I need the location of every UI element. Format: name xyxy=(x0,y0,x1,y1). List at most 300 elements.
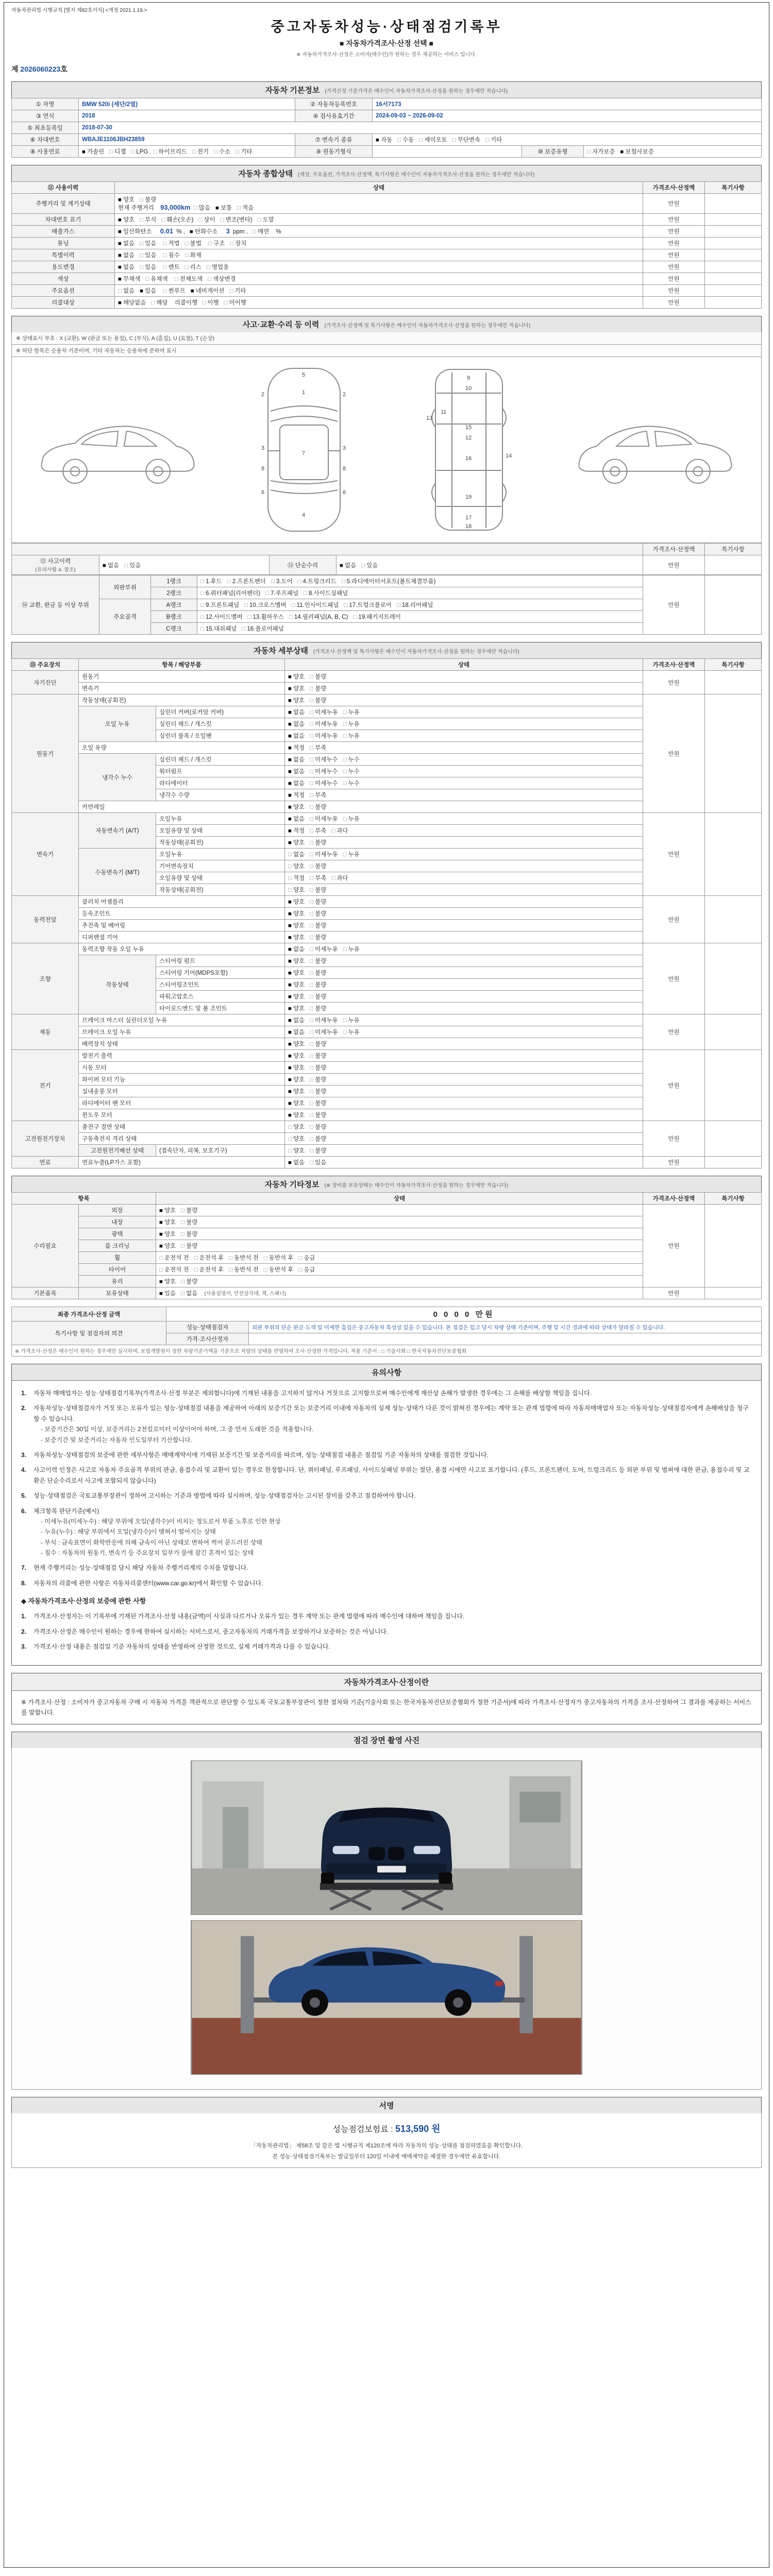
checkbox-option[interactable] xyxy=(244,601,286,609)
checkbox-option[interactable] xyxy=(310,672,326,681)
checkbox-option[interactable] xyxy=(159,1265,189,1274)
checkbox-option[interactable] xyxy=(343,850,360,858)
checkbox-option[interactable] xyxy=(310,874,326,882)
checkbox-option[interactable] xyxy=(310,755,338,764)
checked-box-icon: ■ xyxy=(118,264,122,270)
checkbox-option[interactable] xyxy=(288,921,305,929)
checkbox-option[interactable] xyxy=(343,779,360,787)
checkbox-option[interactable] xyxy=(109,147,126,156)
checkbox-option[interactable] xyxy=(288,838,305,846)
checkbox-option[interactable] xyxy=(265,589,298,597)
detail-item-state xyxy=(285,1050,643,1062)
notice-item-text: 성능·상태점검은 국토교통부장관이 정하여 고시하는 기준과 방법에 따라 실시하며, 성능·상태점검자는 고시된 장비를 갖추고 점검하여야 합니다. xyxy=(33,1492,416,1500)
checkbox-option[interactable] xyxy=(288,1028,305,1036)
checkbox-option[interactable] xyxy=(343,767,360,775)
checkbox-option[interactable] xyxy=(192,147,209,156)
checked-box-icon: ■ xyxy=(159,1219,163,1226)
checked-box-icon: ■ xyxy=(190,229,193,235)
unchecked-box-icon: □ xyxy=(343,816,347,822)
unchecked-box-icon: □ xyxy=(229,288,233,294)
checkbox-option[interactable] xyxy=(288,803,305,811)
checkbox-option-label: 해당없음 xyxy=(123,300,146,306)
unchecked-box-icon: □ xyxy=(331,875,335,882)
checkbox-option[interactable] xyxy=(310,803,326,811)
checkbox-option[interactable] xyxy=(159,1242,176,1250)
checkbox-option[interactable] xyxy=(310,743,326,752)
checkbox-option[interactable] xyxy=(288,886,305,894)
checkbox-option-label: 양호 xyxy=(293,982,305,988)
checkbox-option-label: 16.플로어패널 xyxy=(247,626,284,632)
checkbox-option[interactable] xyxy=(163,251,180,259)
overall-header-state: 상태 xyxy=(115,182,643,194)
detail-item-state xyxy=(285,1014,643,1026)
checkbox-option[interactable] xyxy=(331,826,348,835)
checkbox-option[interactable] xyxy=(288,1111,305,1119)
checkbox-option[interactable] xyxy=(288,1123,305,1131)
unchecked-box-icon: □ xyxy=(310,840,314,846)
unchecked-box-icon: □ xyxy=(198,217,203,223)
checkbox-option[interactable] xyxy=(159,1230,176,1238)
section-signature xyxy=(11,2097,762,2168)
checkbox-option-label: 없음 xyxy=(344,562,357,569)
checkbox-option[interactable] xyxy=(310,1087,326,1095)
unchecked-box-icon: □ xyxy=(310,828,314,834)
checkbox-option[interactable] xyxy=(288,1075,305,1083)
checkbox-option[interactable] xyxy=(587,147,615,156)
checkbox-option[interactable] xyxy=(118,215,135,224)
checkbox-option[interactable] xyxy=(185,251,201,259)
checkbox-option[interactable] xyxy=(289,613,348,621)
checkbox-option[interactable] xyxy=(340,561,356,569)
checkbox-option[interactable] xyxy=(310,1016,338,1024)
checkbox-option[interactable] xyxy=(288,1158,305,1166)
checkbox-option-label: 유채색 xyxy=(150,276,168,282)
unchecked-box-icon: □ xyxy=(310,946,314,953)
checkbox-option[interactable] xyxy=(215,204,232,212)
checkbox-option[interactable] xyxy=(118,195,135,204)
unchecked-box-icon: □ xyxy=(343,946,347,953)
detail-subitem-label: 타이로드엔드 및 볼 조인트 xyxy=(156,1003,285,1014)
checkbox-option[interactable] xyxy=(343,755,360,764)
notice-sub-item xyxy=(21,1611,752,1621)
checkbox-option[interactable] xyxy=(118,263,135,271)
checkbox-option[interactable] xyxy=(288,1099,305,1107)
unchecked-box-icon: □ xyxy=(289,614,293,620)
section-basic-info xyxy=(11,81,762,158)
checkbox-option[interactable] xyxy=(258,215,274,224)
checkbox-option[interactable] xyxy=(118,239,135,247)
checkbox-option[interactable] xyxy=(253,227,269,235)
checkbox-option[interactable] xyxy=(159,1218,176,1226)
checkbox-option[interactable] xyxy=(310,850,338,858)
checkbox-option[interactable] xyxy=(200,601,239,609)
checkbox-option[interactable] xyxy=(229,1265,259,1274)
checkbox-option[interactable] xyxy=(181,1230,197,1238)
checkbox-option[interactable] xyxy=(310,826,326,835)
checkbox-option[interactable] xyxy=(288,1016,305,1024)
checkbox-option[interactable] xyxy=(310,720,338,728)
checkbox-option[interactable] xyxy=(82,147,104,156)
checkbox-option[interactable] xyxy=(343,708,360,716)
checkbox-option[interactable] xyxy=(198,215,215,224)
checkbox-option[interactable] xyxy=(288,1087,305,1095)
document-number-value: 2026060223 xyxy=(20,65,61,73)
checkbox-option[interactable] xyxy=(118,275,140,283)
checked-box-icon: ■ xyxy=(82,149,86,155)
overall-row-label: 특별이력 xyxy=(12,249,115,261)
checkbox-option[interactable] xyxy=(181,1206,197,1214)
notice-item xyxy=(21,1490,752,1501)
checkbox-option[interactable] xyxy=(288,933,305,941)
checkbox-option[interactable] xyxy=(310,1075,326,1083)
unchecked-box-icon: □ xyxy=(485,137,490,143)
checkbox-option[interactable] xyxy=(288,755,305,764)
checkbox-option[interactable] xyxy=(310,1123,326,1131)
unchecked-box-icon: □ xyxy=(343,781,347,787)
checkbox-option[interactable] xyxy=(271,577,293,585)
checkbox-option[interactable] xyxy=(194,1265,224,1274)
unchecked-box-icon: □ xyxy=(304,590,308,597)
checkbox-option[interactable] xyxy=(163,286,186,295)
checkbox-option[interactable] xyxy=(288,957,305,965)
unchecked-box-icon: □ xyxy=(200,614,204,620)
section-accident-history xyxy=(11,316,762,635)
checkbox-option[interactable] xyxy=(288,1004,305,1012)
unchecked-box-icon: □ xyxy=(310,721,314,727)
checkbox-option[interactable] xyxy=(118,286,135,295)
checkbox-option[interactable] xyxy=(310,862,326,870)
checkbox-option[interactable] xyxy=(288,684,305,692)
overall-row-state xyxy=(115,273,643,285)
checkbox-option[interactable] xyxy=(140,239,156,247)
unchecked-box-icon: □ xyxy=(310,698,314,704)
checkbox-option[interactable] xyxy=(181,1289,197,1297)
checkbox-option[interactable] xyxy=(288,791,305,799)
checkbox-option[interactable] xyxy=(151,298,167,307)
detail-item-state xyxy=(285,1157,643,1168)
checkbox-option[interactable] xyxy=(237,204,254,212)
checkbox-option[interactable] xyxy=(310,708,338,716)
checkbox-option[interactable] xyxy=(310,732,338,740)
checkbox-option[interactable] xyxy=(310,1158,326,1166)
checkbox-option[interactable] xyxy=(194,1253,224,1262)
checkbox-option[interactable] xyxy=(343,1028,360,1036)
checkbox-option[interactable] xyxy=(140,215,156,224)
accident-header-note: 특기사항 xyxy=(705,544,762,555)
notice-item-text: 자동차성능·상태점검의 보증에 관한 세부사항은 매매계약서에 기재된 보증기간 및 보증거리를 따르며, 성능·상태점검 내용은 점검일 기준 자동차의 상태를 점검한 것입니다. xyxy=(33,1451,489,1459)
checkbox-option[interactable] xyxy=(140,195,156,204)
checkbox-option[interactable] xyxy=(292,601,339,609)
checkbox-option[interactable] xyxy=(181,1242,197,1250)
checkbox-option[interactable] xyxy=(310,886,326,894)
checkbox-option[interactable] xyxy=(288,874,305,882)
checkbox-option[interactable] xyxy=(376,135,392,144)
checkbox-option[interactable] xyxy=(298,577,337,585)
checkbox-option[interactable] xyxy=(124,561,141,569)
checkbox-option[interactable] xyxy=(310,767,338,775)
basic-field-label: ③ 연식 xyxy=(12,110,79,122)
checkbox-option[interactable] xyxy=(304,589,348,597)
checkbox-option[interactable] xyxy=(310,696,326,704)
detail-item-state xyxy=(285,1062,643,1074)
checkbox-option[interactable] xyxy=(310,1040,326,1048)
checkbox-option[interactable] xyxy=(344,601,392,609)
checkbox-option[interactable] xyxy=(310,980,326,989)
unchecked-box-icon: □ xyxy=(310,1100,314,1107)
checkbox-option[interactable] xyxy=(298,1265,315,1274)
unchecked-box-icon: □ xyxy=(298,1255,303,1261)
checkbox-option[interactable] xyxy=(229,1253,259,1262)
checkbox-option[interactable] xyxy=(200,577,222,585)
rank-items xyxy=(197,599,643,611)
checkbox-option-label: 양호 xyxy=(293,674,305,680)
detail-item-label: 실내송풍 모터 xyxy=(79,1086,285,1097)
checkbox-option[interactable] xyxy=(310,945,338,953)
checkbox-option[interactable] xyxy=(131,149,148,155)
checkbox-option[interactable] xyxy=(343,1016,360,1024)
checkbox-option-label: 무단변속 xyxy=(457,137,481,143)
checkbox-option[interactable] xyxy=(310,933,326,941)
detail-section-note: (가격조사·산정액 및 특기사항은 매수인이 자동차가격조사·산정을 원하는 경우에만 적습니다) xyxy=(313,649,519,655)
checkbox-option[interactable] xyxy=(236,147,252,156)
overall-header-note: 특기사항 xyxy=(705,182,762,194)
checkbox-option[interactable] xyxy=(310,1099,326,1107)
unchecked-box-icon: □ xyxy=(310,1077,314,1083)
checkbox-option[interactable] xyxy=(140,286,156,295)
checkbox-option[interactable] xyxy=(288,826,305,835)
checkbox-option[interactable] xyxy=(207,263,229,271)
checkbox-option[interactable] xyxy=(118,227,152,235)
basic-field-value: 2018-07-30 xyxy=(79,122,762,134)
checkbox-option[interactable] xyxy=(310,969,326,977)
checkbox-option[interactable] xyxy=(361,561,378,569)
checkbox-option[interactable] xyxy=(288,708,305,716)
checkbox-option[interactable] xyxy=(181,1277,197,1285)
checkbox-option[interactable] xyxy=(103,561,119,569)
checkbox-option[interactable] xyxy=(288,992,305,1001)
checkbox-option[interactable] xyxy=(208,275,236,283)
unchecked-box-icon: □ xyxy=(310,994,314,1000)
unchecked-box-icon: □ xyxy=(310,745,314,751)
checkbox-option-label: 양호 xyxy=(293,970,305,976)
checkbox-option-label: 네비게이션 xyxy=(195,288,225,294)
etc-item-label: 타이어 xyxy=(79,1264,156,1276)
checkbox-option[interactable] xyxy=(343,732,360,740)
checkbox-option[interactable] xyxy=(353,613,401,621)
svg-text:5: 5 xyxy=(302,372,306,378)
checked-box-icon: ■ xyxy=(288,674,292,680)
detail-subitem-label: 실린더 커버(로커암 커버) xyxy=(156,706,285,718)
checkbox-option[interactable] xyxy=(200,624,237,633)
notice-item-text: 체크항목 판단기준(예시) - 미세누유(미세누수) : 해당 부위에 오일(냉각수)이 비치는 정도로서 부품 노후로 인한 현상 - 누유(누수) : 해당 부위에서 오일(냉각수)이 맺혀서 떨어지는 상태 - 부식 : 금속표면이 화학반응에 의해 금속이 아닌 상태로 변하여 썩어 문드러진 상태 - 침수 : 자동차의 원동기, 변속기 등 주요장치 일부가 물에 잠긴 흔적이 있는 상태 xyxy=(33,1506,752,1558)
checkbox-option[interactable] xyxy=(221,215,253,224)
checkbox-option[interactable] xyxy=(140,251,156,259)
checkbox-option[interactable] xyxy=(159,1289,176,1297)
checkbox-option[interactable] xyxy=(194,204,210,212)
checkbox-option[interactable] xyxy=(181,1218,197,1226)
checkbox-option[interactable] xyxy=(247,613,283,621)
checkbox-option[interactable] xyxy=(200,613,242,621)
checkbox-option[interactable] xyxy=(159,1206,176,1214)
checkbox-option[interactable] xyxy=(191,286,225,295)
signature-body xyxy=(11,2113,762,2168)
checkbox-option-label: 부족 xyxy=(315,875,327,882)
checkbox-option-label: 누유 xyxy=(348,733,360,739)
unchecked-box-icon: □ xyxy=(310,733,314,739)
checkbox-option[interactable] xyxy=(190,227,217,235)
checkbox-option[interactable] xyxy=(264,1265,294,1274)
checkbox-option[interactable] xyxy=(288,1040,305,1048)
checkbox-option[interactable] xyxy=(310,838,326,846)
unchecked-box-icon: □ xyxy=(310,804,314,810)
checkbox-option-label: 양호 xyxy=(123,217,135,223)
checkbox-option[interactable] xyxy=(310,957,326,965)
checkbox-option[interactable] xyxy=(242,624,283,633)
basic-field-label: ④ 검사유효기간 xyxy=(295,110,373,122)
unchecked-box-icon: □ xyxy=(247,614,251,620)
checkbox-option[interactable] xyxy=(310,1052,326,1060)
checkbox-option-label: 세미오토 xyxy=(424,137,447,143)
checkbox-option[interactable] xyxy=(397,601,433,609)
final-price-amount: 0 0 0 0 만원 xyxy=(166,1307,762,1321)
checkbox-option[interactable] xyxy=(288,862,305,870)
etc-item-label: 휠 xyxy=(79,1252,156,1264)
section-definition xyxy=(11,1673,762,1725)
basic-section-note: (가격산정 기준가격은 매수인이 자동차가격조사·산정을 원하는 경우에만 적습니다) xyxy=(325,89,508,94)
checkbox-option[interactable] xyxy=(310,791,326,799)
detail-header-item: 항목 / 해당부품 xyxy=(79,659,285,671)
checkbox-option[interactable] xyxy=(331,874,348,882)
checkbox-option[interactable] xyxy=(202,298,219,307)
checkbox-option[interactable] xyxy=(224,298,246,307)
checkbox-option[interactable] xyxy=(288,1134,305,1143)
checkbox-option[interactable] xyxy=(118,298,146,307)
unchecked-box-icon: □ xyxy=(181,1231,185,1238)
checkbox-option[interactable] xyxy=(159,1277,176,1285)
section-detail-condition xyxy=(11,642,762,1168)
checkbox-option[interactable] xyxy=(343,945,360,953)
checkbox-option[interactable] xyxy=(298,1253,315,1262)
checkbox-option[interactable] xyxy=(264,1253,294,1262)
checkbox-option-label: 3.도어 xyxy=(276,579,293,585)
checkbox-option[interactable] xyxy=(163,239,180,247)
checkbox-option-label: 적정 xyxy=(293,875,305,882)
checkbox-option[interactable] xyxy=(419,135,447,144)
checkbox-option[interactable] xyxy=(185,263,201,271)
checkbox-option[interactable] xyxy=(310,1028,338,1036)
etc-item-label: 보유상태 xyxy=(79,1287,156,1299)
checkbox-option[interactable] xyxy=(310,909,326,918)
checkbox-option[interactable] xyxy=(310,897,326,906)
checkbox-option[interactable] xyxy=(288,767,305,775)
checkbox-option[interactable] xyxy=(288,909,305,918)
checkbox-option[interactable] xyxy=(288,696,305,704)
checkbox-option[interactable] xyxy=(288,743,305,752)
unchecked-box-icon: □ xyxy=(343,721,347,727)
checkbox-option-label: 15.대쉬패널 xyxy=(205,626,237,632)
checkbox-option-label: 불량 xyxy=(315,698,327,704)
checkbox-option[interactable] xyxy=(288,732,305,740)
detail-item-state xyxy=(285,860,643,872)
checkbox-option[interactable] xyxy=(485,135,502,144)
notice-item-number: 1. xyxy=(21,1613,27,1620)
checkbox-option[interactable] xyxy=(214,147,230,156)
svg-text:9: 9 xyxy=(466,375,470,381)
checkbox-option[interactable] xyxy=(288,897,305,906)
checkbox-option[interactable] xyxy=(310,992,326,1001)
checkbox-option[interactable] xyxy=(288,815,305,823)
checkbox-option[interactable] xyxy=(288,779,305,787)
checkbox-option[interactable] xyxy=(310,779,338,787)
checkbox-option-label: 기타 xyxy=(234,288,246,294)
checkbox-option[interactable] xyxy=(343,720,360,728)
checkbox-option[interactable] xyxy=(620,147,654,156)
checkbox-option[interactable] xyxy=(310,1111,326,1119)
checkbox-option[interactable] xyxy=(288,1063,305,1072)
checkbox-option-label: 미세누유 xyxy=(315,852,338,858)
checkbox-option[interactable] xyxy=(200,589,260,597)
checkbox-option[interactable] xyxy=(153,147,187,156)
unchecked-box-icon: □ xyxy=(343,709,347,716)
basic-field-label: ⑦ 변속기 종류 xyxy=(295,134,373,146)
checkbox-option-label: 도말 xyxy=(262,217,274,223)
checkbox-option[interactable] xyxy=(161,215,193,224)
checkbox-option[interactable] xyxy=(310,921,326,929)
price-cell: 만원 xyxy=(643,285,705,297)
checkbox-option[interactable] xyxy=(185,239,201,247)
checkbox-option[interactable] xyxy=(310,684,326,692)
rank-items xyxy=(197,623,643,635)
checkbox-option[interactable] xyxy=(159,1253,189,1262)
checkbox-option[interactable] xyxy=(310,1063,326,1072)
checkbox-option[interactable] xyxy=(288,720,305,728)
checkbox-option[interactable] xyxy=(145,275,167,283)
checkbox-option[interactable] xyxy=(288,850,305,858)
checkbox-option[interactable] xyxy=(288,969,305,977)
checkbox-option-label: 양호 xyxy=(293,1053,305,1059)
checkbox-option[interactable] xyxy=(288,1052,305,1060)
checkbox-option[interactable] xyxy=(163,263,180,271)
checkbox-option[interactable] xyxy=(208,239,225,247)
detail-item-label: 발전기 출력 xyxy=(79,1050,285,1062)
price-cell: 만원 xyxy=(643,238,705,249)
checkbox-option[interactable] xyxy=(288,945,305,953)
checkbox-option[interactable] xyxy=(227,577,266,585)
checkbox-option[interactable] xyxy=(397,135,414,144)
checkbox-option-label: 훼손(오손) xyxy=(166,217,194,223)
checkbox-option[interactable] xyxy=(310,815,338,823)
checkbox-option[interactable] xyxy=(288,1146,305,1155)
checkbox-option[interactable] xyxy=(342,577,436,585)
checkbox-option[interactable] xyxy=(140,263,156,271)
checkbox-option[interactable] xyxy=(310,1134,326,1143)
checkbox-option[interactable] xyxy=(288,672,305,681)
checkbox-option[interactable] xyxy=(310,1146,326,1155)
unchecked-box-icon: □ xyxy=(310,1053,314,1059)
checkbox-option[interactable] xyxy=(343,815,360,823)
checkbox-option[interactable] xyxy=(310,1004,326,1012)
checkbox-option[interactable] xyxy=(230,239,246,247)
checkbox-option[interactable] xyxy=(288,980,305,989)
etc-item-state xyxy=(156,1276,643,1287)
unchecked-box-icon: □ xyxy=(131,149,135,155)
checkbox-option[interactable] xyxy=(175,275,203,283)
note-cell xyxy=(705,273,762,285)
checkbox-option[interactable] xyxy=(229,286,246,295)
checkbox-option[interactable] xyxy=(452,135,480,144)
checkbox-option-label: 누수 xyxy=(348,781,360,787)
checkbox-option[interactable] xyxy=(118,251,135,259)
